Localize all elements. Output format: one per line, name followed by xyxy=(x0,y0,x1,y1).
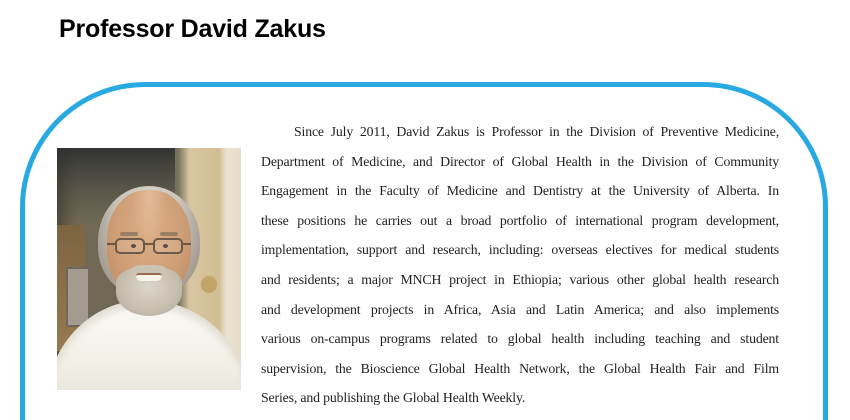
bio-text-line: Since July 2011, David Zakus is Professor in the Division of Preventive Medicine, xyxy=(294,124,779,139)
glasses-lens-left xyxy=(115,238,145,254)
glasses-shape xyxy=(107,238,191,258)
glasses-lens-right xyxy=(153,238,183,254)
glasses-temple-right xyxy=(183,243,191,245)
bio-text-line: supervision, the Bioscience Global Health Network, the Global Health Fair and Film xyxy=(261,360,779,376)
professor-photo xyxy=(57,148,241,390)
photo-poster-shape xyxy=(66,267,90,328)
photo-doorframe-patch-shape xyxy=(201,276,218,293)
bio-text-line: implementation, support and research, including: overseas electives for medical students xyxy=(261,242,779,258)
bio-text-line: Series, and publishing the Global Health Weekly. xyxy=(261,390,526,406)
bio-text-line: these positions he carries out a broad portfolio of international program development, xyxy=(261,212,779,228)
right-eyebrow-shape xyxy=(160,232,178,236)
glasses-temple-left xyxy=(107,243,115,245)
page-title: Professor David Zakus xyxy=(59,15,326,43)
bio-text-line: and development projects in Africa, Asia and Latin America; and also implements xyxy=(261,301,779,317)
left-eyebrow-shape xyxy=(120,232,138,236)
bio-text-line: and residents; a major MNCH project in Ethiopia; various other global health research xyxy=(261,271,779,287)
bio-paragraph xyxy=(261,117,779,413)
bio-text-line: Engagement in the Faculty of Medicine and Dentistry at the University of Alberta. In xyxy=(261,183,779,199)
bio-text-line: Department of Medicine, and Director of Global Health in the Division of Community xyxy=(261,153,779,169)
smile-shape xyxy=(136,273,162,281)
bio-text-line: various on-campus programs related to global health including teaching and student xyxy=(261,331,779,347)
